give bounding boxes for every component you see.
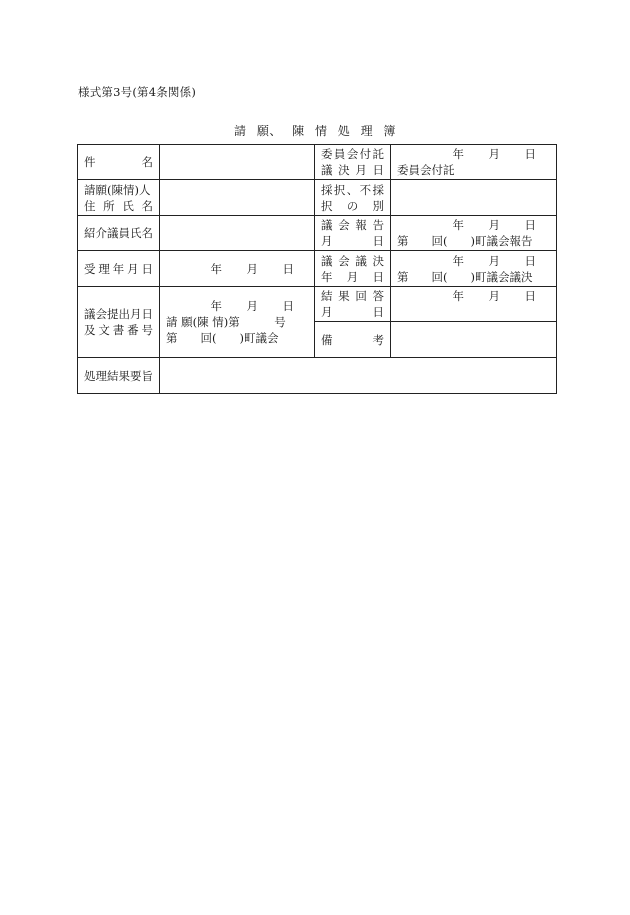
received-date-field[interactable]: 年 月 日	[160, 251, 315, 287]
received-date-label: 受理年月日	[78, 251, 160, 287]
adoption-label: 採択、不採 択 の 別	[315, 180, 391, 216]
remarks-label: 備 考	[315, 322, 391, 358]
row-petitioner	[78, 180, 557, 216]
petition-register-table	[77, 144, 557, 394]
row-introducer	[78, 216, 557, 251]
row-submitted-a	[78, 287, 557, 322]
introducer-label: 紹介議員氏名	[78, 216, 160, 251]
row-subject	[78, 145, 557, 180]
summary-label: 処理結果要旨	[78, 358, 160, 394]
subject-field[interactable]	[160, 145, 315, 180]
petitioner-label: 請願(陳情)人 住 所 氏 名	[78, 180, 160, 216]
report-date-label: 議 会 報 告 月 日	[315, 216, 391, 251]
committee-date-label: 委員会付託 議 決 月 日	[315, 145, 391, 180]
petitioner-field[interactable]	[160, 180, 315, 216]
form-reference: 様式第3号(第4条関係)	[78, 85, 197, 99]
resolution-date-field[interactable]: 年 月 日 第 回( )町議会議決	[391, 251, 557, 287]
submitted-field[interactable]: 年 月 日 請 願(陳 情)第 号 第 回( )町議会	[160, 287, 315, 358]
report-date-field[interactable]: 年 月 日 第 回( )町議会報告	[391, 216, 557, 251]
submitted-label: 議会提出月日 及文書番号	[78, 287, 160, 358]
row-summary	[78, 358, 557, 394]
answer-date-field[interactable]: 年 月 日	[391, 287, 557, 322]
row-received	[78, 251, 557, 287]
subject-label: 件 名	[78, 145, 160, 180]
summary-field[interactable]	[160, 358, 557, 394]
document-title: 請 願、 陳 情 処 理 簿	[234, 124, 396, 138]
resolution-date-label: 議 会 議 決 年 月 日	[315, 251, 391, 287]
remarks-field[interactable]	[391, 322, 557, 358]
introducer-field[interactable]	[160, 216, 315, 251]
committee-date-field[interactable]: 年 月 日 委員会付託	[391, 145, 557, 180]
adoption-field[interactable]	[391, 180, 557, 216]
answer-date-label: 結 果 回 答 月 日	[315, 287, 391, 322]
